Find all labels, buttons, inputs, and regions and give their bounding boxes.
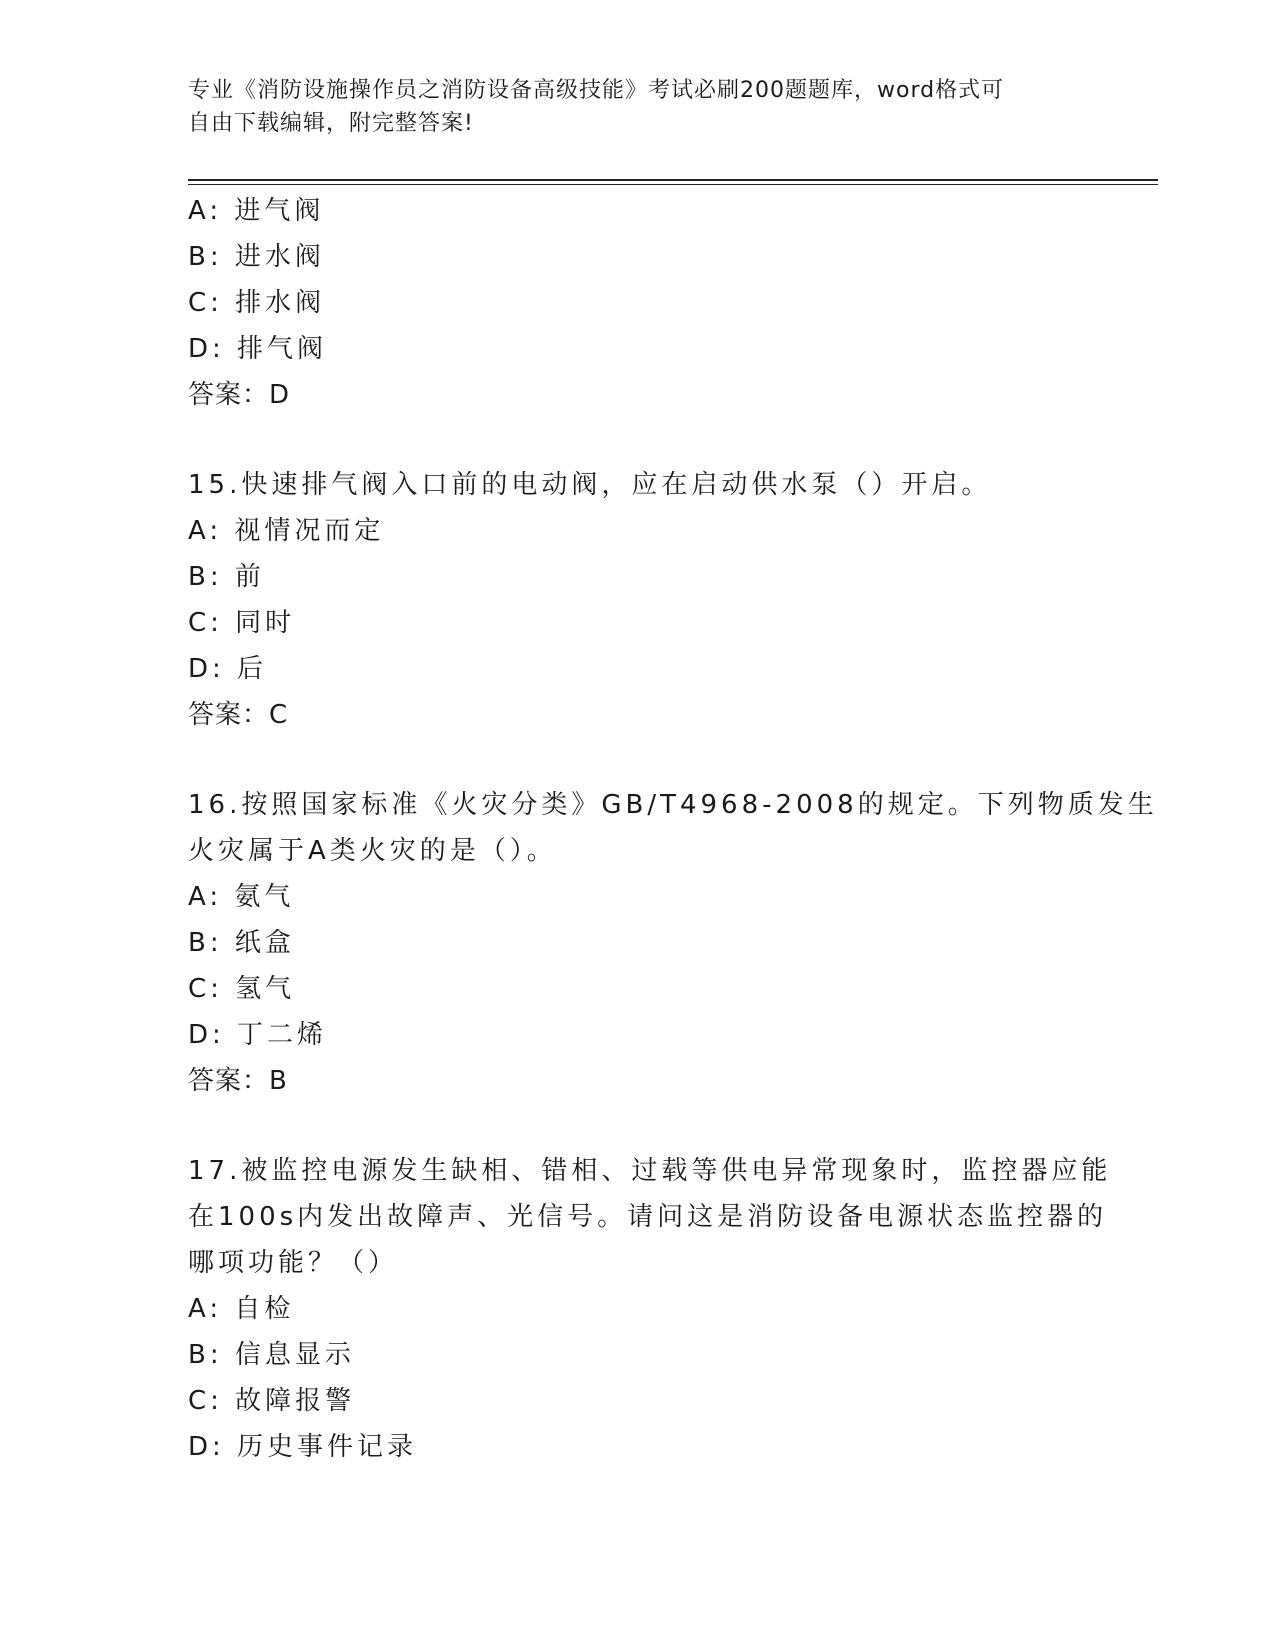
option-d: D: 历史事件记录 [188,1432,418,1462]
question-text: 火灾属于A类火灾的是（）。 [188,836,557,866]
question-text: 17.被监控电源发生缺相、错相、过载等供电异常现象时，监控器应能 [188,1156,1112,1186]
option-c: C: 故障报警 [188,1386,356,1416]
option-c: C: 排水阀 [188,288,326,318]
header-rule-thin [188,184,1158,185]
option-a: A: 自检 [188,1294,295,1324]
option-b: B: 前 [188,562,265,592]
question-14-block [188,188,1088,418]
header-rule-thick [188,179,1158,181]
option-d: D: 排气阀 [188,334,328,364]
option-d: D: 后 [188,654,268,684]
spacer [188,418,1088,462]
question-15-block [188,462,1088,738]
option-b: B: 进水阀 [188,242,325,272]
document-header [188,74,1068,140]
option-d: D: 丁二烯 [188,1020,328,1050]
option-b: B: 信息显示 [188,1340,355,1370]
option-a: A: 进气阀 [188,196,325,226]
question-text: 15.快速排气阀入口前的电动阀，应在启动供水泵（）开启。 [188,470,992,500]
header-line-1: 专业《消防设施操作员之消防设备高级技能》考试必刷200题题库，word格式可 [188,78,1005,103]
answer-label: 答案：D [188,380,291,410]
question-list [188,188,1158,1470]
question-17-block [188,1148,1112,1470]
spacer [188,738,1088,782]
question-16-block [188,782,1158,1104]
option-a: A: 视情况而定 [188,516,385,546]
option-a: A: 氨气 [188,882,295,912]
spacer [188,1104,1088,1148]
option-c: C: 氢气 [188,974,296,1004]
answer-label: 答案：B [188,1066,288,1096]
question-text: 哪项功能？（） [188,1248,399,1278]
header-line-2: 自由下载编辑，附完整答案! [188,111,474,136]
option-c: C: 同时 [188,608,296,638]
question-text: 在100s内发出故障声、光信号。请问这是消防设备电源状态监控器的 [188,1202,1108,1232]
answer-label: 答案：C [188,700,289,730]
option-b: B: 纸盒 [188,928,295,958]
question-text: 16.按照国家标准《火灾分类》GB/T4968-2008的规定。下列物质发生 [188,790,1158,820]
